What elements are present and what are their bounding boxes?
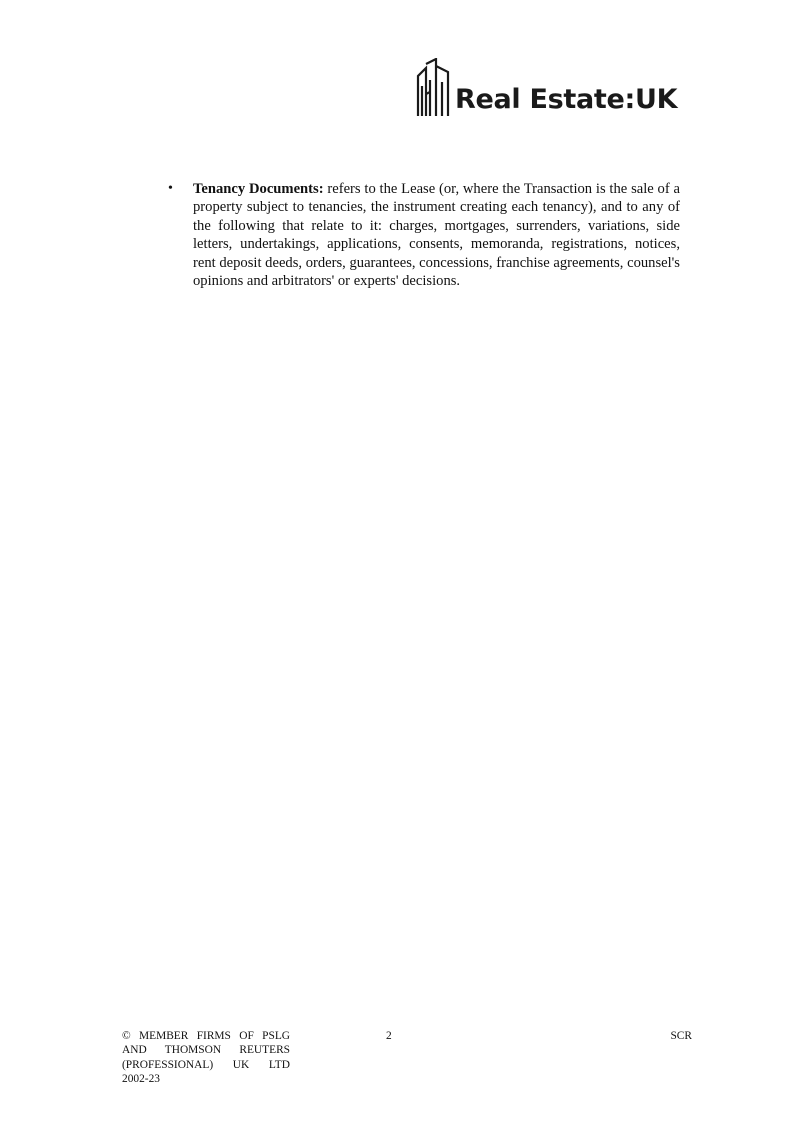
- definition-text: refers to the Lease (or, where the Transaction is the sale of a property subject to tenancies, the instrument creating each tenancy), and to any of the following that relate to it: charges, mortgages, surrenders, variations, side letters, undertakings, applications, consents, memoranda, registrations, notices, rent deposit deeds, orders, guarantees, concessions, franchise agreements, counsel's opinions and arbitrators' or experts' decisions.: [193, 181, 680, 290]
- page-number: 2: [386, 1030, 392, 1042]
- building-icon: [416, 58, 452, 118]
- copyright-line: 2002-23: [122, 1073, 160, 1086]
- brand-logo: [416, 58, 677, 118]
- definition-term: Tenancy Documents:: [193, 181, 324, 197]
- copyright-line: (PROFESSIONAL) UK LTD: [122, 1058, 290, 1071]
- document-code: SCR: [670, 1030, 692, 1042]
- definition-item: [166, 180, 680, 290]
- page-footer: [122, 1029, 692, 1099]
- brand-name: Real Estate:UK: [455, 84, 678, 115]
- document-body: [166, 180, 680, 290]
- definition-list: [166, 180, 680, 290]
- footer-copyright: [122, 1029, 290, 1087]
- bullet-icon: •: [168, 181, 173, 196]
- copyright-line: AND THOMSON REUTERS: [122, 1044, 290, 1057]
- copyright-line: © MEMBER FIRMS OF PSLG: [122, 1030, 290, 1042]
